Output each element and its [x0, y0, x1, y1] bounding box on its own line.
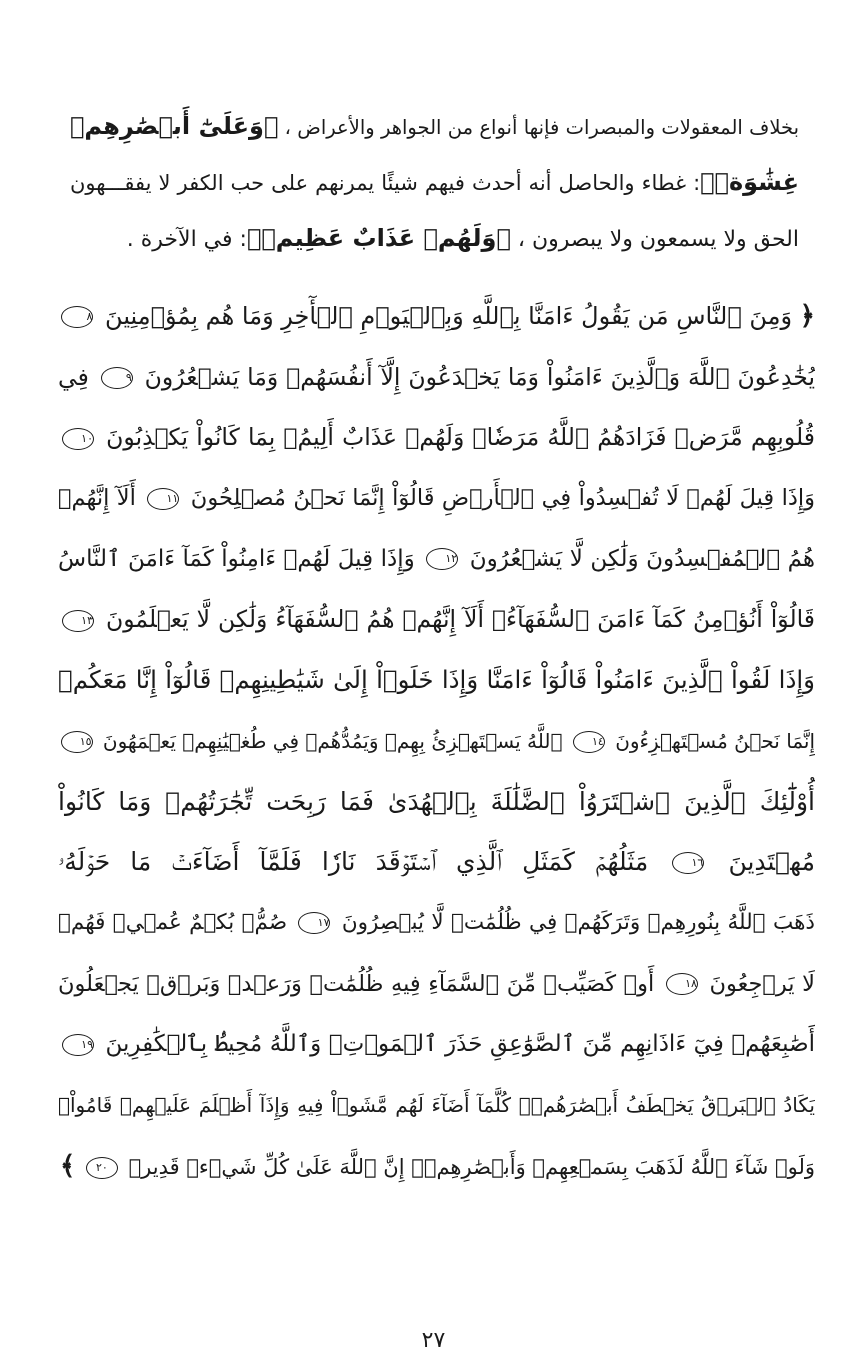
quran-line-8	[58, 711, 815, 772]
quran-line-12	[58, 954, 815, 1015]
commentary-line-3	[70, 210, 799, 266]
verse-text: أَصَٰبِعَهُمۡ فِيٓ ءَاذَانِهِم مِّنَ ٱلصَّوَٰعِقِ حَذَرَ ٱلۡمَوۡتِۚ وَٱللَّهُ مُحِيطُۢ بِٱلۡكَٰفِرِينَ	[105, 1031, 815, 1058]
quoted-verse: غِشَٰوَةٞ﴾	[700, 168, 799, 196]
quran-line-6	[58, 589, 815, 650]
quran-line-3	[58, 407, 815, 468]
verse-number-marker: ١٧	[298, 912, 330, 934]
quran-line-11	[58, 893, 815, 954]
commentary-text: : غطاء والحاصل أنه أحدث فيهم شيئًا يمرنهم على حب الكفر لا يفقـــهون	[70, 171, 701, 195]
verse-number-marker: ٩	[101, 367, 133, 389]
quoted-verse: ﴿وَلَهُمۡ عَذَابٌ عَظِيمٞ﴾	[246, 224, 511, 252]
verse-text: وَإِذَا لَقُواْ ٱلَّذِينَ ءَامَنُواْ قَالُوٓاْ ءَامَنَّا وَإِذَا خَلَوۡاْ إِلَىٰ شَيَٰطِينِهِمۡ قَالُوٓاْ إِنَّا مَعَكُمۡ	[58, 665, 815, 695]
quran-line-5	[58, 529, 815, 590]
verse-number-marker: ٨	[61, 306, 93, 328]
verse-text: يَكَادُ ٱلۡبَرۡقُ يَخۡطَفُ أَبۡصَٰرَهُمۡۖ كُلَّمَآ أَضَآءَ لَهُم مَّشَوۡاْ فِيهِ وَإِذَآ أَظۡلَمَ عَلَيۡهِمۡ قَامُواْۚ	[58, 1092, 815, 1117]
verse-text: مَثَلُهُمۡ كَمَثَلِ ٱلَّذِي ٱسۡتَوۡقَدَ نَارٗا فَلَمَّآ أَضَآءَتۡ مَا حَوۡلَهُۥ	[58, 847, 649, 877]
verse-text: إِنَّمَا نَحۡنُ مُسۡتَهۡزِءُونَ	[615, 728, 815, 753]
verse-number-marker: ١٢	[426, 548, 458, 570]
commentary-block	[70, 98, 799, 266]
quran-line-2	[58, 347, 815, 408]
verse-text: أُوْلَٰٓئِكَ ٱلَّذِينَ ٱشۡتَرَوُاْ ٱلضَّلَٰلَةَ بِٱلۡهُدَىٰ فَمَا رَبِحَت تِّجَٰرَتُهُمۡ وَمَا كَانُواْ	[58, 786, 815, 816]
quran-line-13	[58, 1014, 815, 1075]
commentary-line-2	[70, 154, 799, 210]
verse-text: لَا يَرۡجِعُونَ	[709, 970, 815, 997]
verse-text: قُلُوبِهِم مَّرَضٞ فَزَادَهُمُ ٱللَّهُ مَرَضٗاۖ وَلَهُمۡ عَذَابٌ أَلِيمُۢ بِمَا كَانُواْ يَكۡذِبُونَ	[106, 423, 815, 452]
verse-text: وَلَوۡ شَآءَ ٱللَّهُ لَذَهَبَ بِسَمۡعِهِمۡ وَأَبۡصَٰرِهِمۡۚ إِنَّ ٱللَّهَ عَلَىٰ كُلِّ شَيۡءٖ قَدِيرٞ	[128, 1154, 815, 1179]
verse-text: وَمِنَ ٱلنَّاسِ مَن يَقُولُ ءَامَنَّا بِٱللَّهِ وَبِٱلۡيَوۡمِ ٱلۡأٓخِرِ وَمَا هُم بِمُؤۡمِنِينَ	[105, 302, 793, 330]
page-number: ٢٧	[421, 1328, 446, 1353]
ornate-bracket-close: ﴾	[59, 1150, 76, 1181]
quran-line-10	[58, 832, 815, 893]
verse-text: أَلَآ إِنَّهُمۡ	[58, 485, 136, 512]
quran-line-7	[58, 650, 815, 711]
quran-line-14	[58, 1075, 815, 1136]
verse-number-marker: ١٩	[62, 1034, 94, 1056]
ornate-bracket-open: ﴿	[799, 301, 815, 331]
verse-text: هُمُ ٱلۡمُفۡسِدُونَ وَلَٰكِن لَّا يَشۡعُرُونَ	[469, 545, 815, 572]
verse-number-marker: ١٤	[573, 731, 605, 753]
verse-number-marker: ١٥	[61, 731, 93, 753]
verse-number-marker: ٢٠	[86, 1157, 118, 1179]
verse-text: أَوۡ كَصَيِّبٖ مِّنَ ٱلسَّمَآءِ فِيهِ ظُلُمَٰتٞ وَرَعۡدٞ وَبَرۡقٞ يَجۡعَلُونَ	[58, 970, 655, 997]
verse-number-marker: ١٦	[672, 852, 704, 874]
verse-number-marker: ١١	[147, 488, 179, 510]
quran-line-1	[58, 286, 815, 347]
quran-line-9	[58, 772, 815, 833]
verse-text: وَإِذَا قِيلَ لَهُمۡ ءَامِنُواْ كَمَآ ءَامَنَ ٱلنَّاسُ	[58, 545, 415, 572]
verse-number-marker: ١٠	[62, 428, 94, 450]
quran-line-15	[58, 1136, 815, 1197]
verse-text: مُهۡتَدِينَ	[728, 847, 815, 877]
verse-text: يُخَٰدِعُونَ ٱللَّهَ وَٱلَّذِينَ ءَامَنُواْ وَمَا يَخۡدَعُونَ إِلَّآ أَنفُسَهُمۡ وَمَا يَشۡعُرُونَ	[144, 362, 815, 391]
verse-text: فِي	[58, 362, 89, 391]
commentary-line-1	[70, 98, 799, 154]
commentary-text: : في الآخرة .	[126, 227, 247, 252]
verse-number-marker: ١٣	[62, 610, 94, 632]
quoted-verse: ﴿وَعَلَىٰٓ أَبۡصَٰرِهِمۡ	[70, 112, 279, 140]
quran-text-block	[58, 286, 815, 1196]
commentary-text: بخلاف المعقولات والمبصرات فإنها أنواع من الجواهر والأعراض ،	[278, 116, 799, 139]
verse-text: ٱللَّهُ يَسۡتَهۡزِئُ بِهِمۡ وَيَمُدُّهُمۡ فِي طُغۡيَٰنِهِمۡ يَعۡمَهُونَ	[102, 728, 563, 753]
commentary-text: الحق ولا يسمعون ولا يبصرون ،	[510, 227, 799, 252]
verse-text: صُمُّۢ بُكۡمٌ عُمۡيٞ فَهُمۡ	[58, 909, 288, 935]
verse-text: ذَهَبَ ٱللَّهُ بِنُورِهِمۡ وَتَرَكَهُمۡ فِي ظُلُمَٰتٖ لَّا يُبۡصِرُونَ	[341, 909, 815, 935]
verse-number-marker: ١٨	[666, 973, 698, 995]
verse-text: وَإِذَا قِيلَ لَهُمۡ لَا تُفۡسِدُواْ فِي ٱلۡأَرۡضِ قَالُوٓاْ إِنَّمَا نَحۡنُ مُصۡلِحُونَ	[190, 485, 815, 512]
quran-line-4	[58, 468, 815, 529]
verse-text: قَالُوٓاْ أَنُؤۡمِنُ كَمَآ ءَامَنَ ٱلسُّفَهَآءُۗ أَلَآ إِنَّهُمۡ هُمُ ٱلسُّفَهَآءُ وَلَٰكِن لَّا يَعۡلَمُونَ	[105, 605, 815, 634]
